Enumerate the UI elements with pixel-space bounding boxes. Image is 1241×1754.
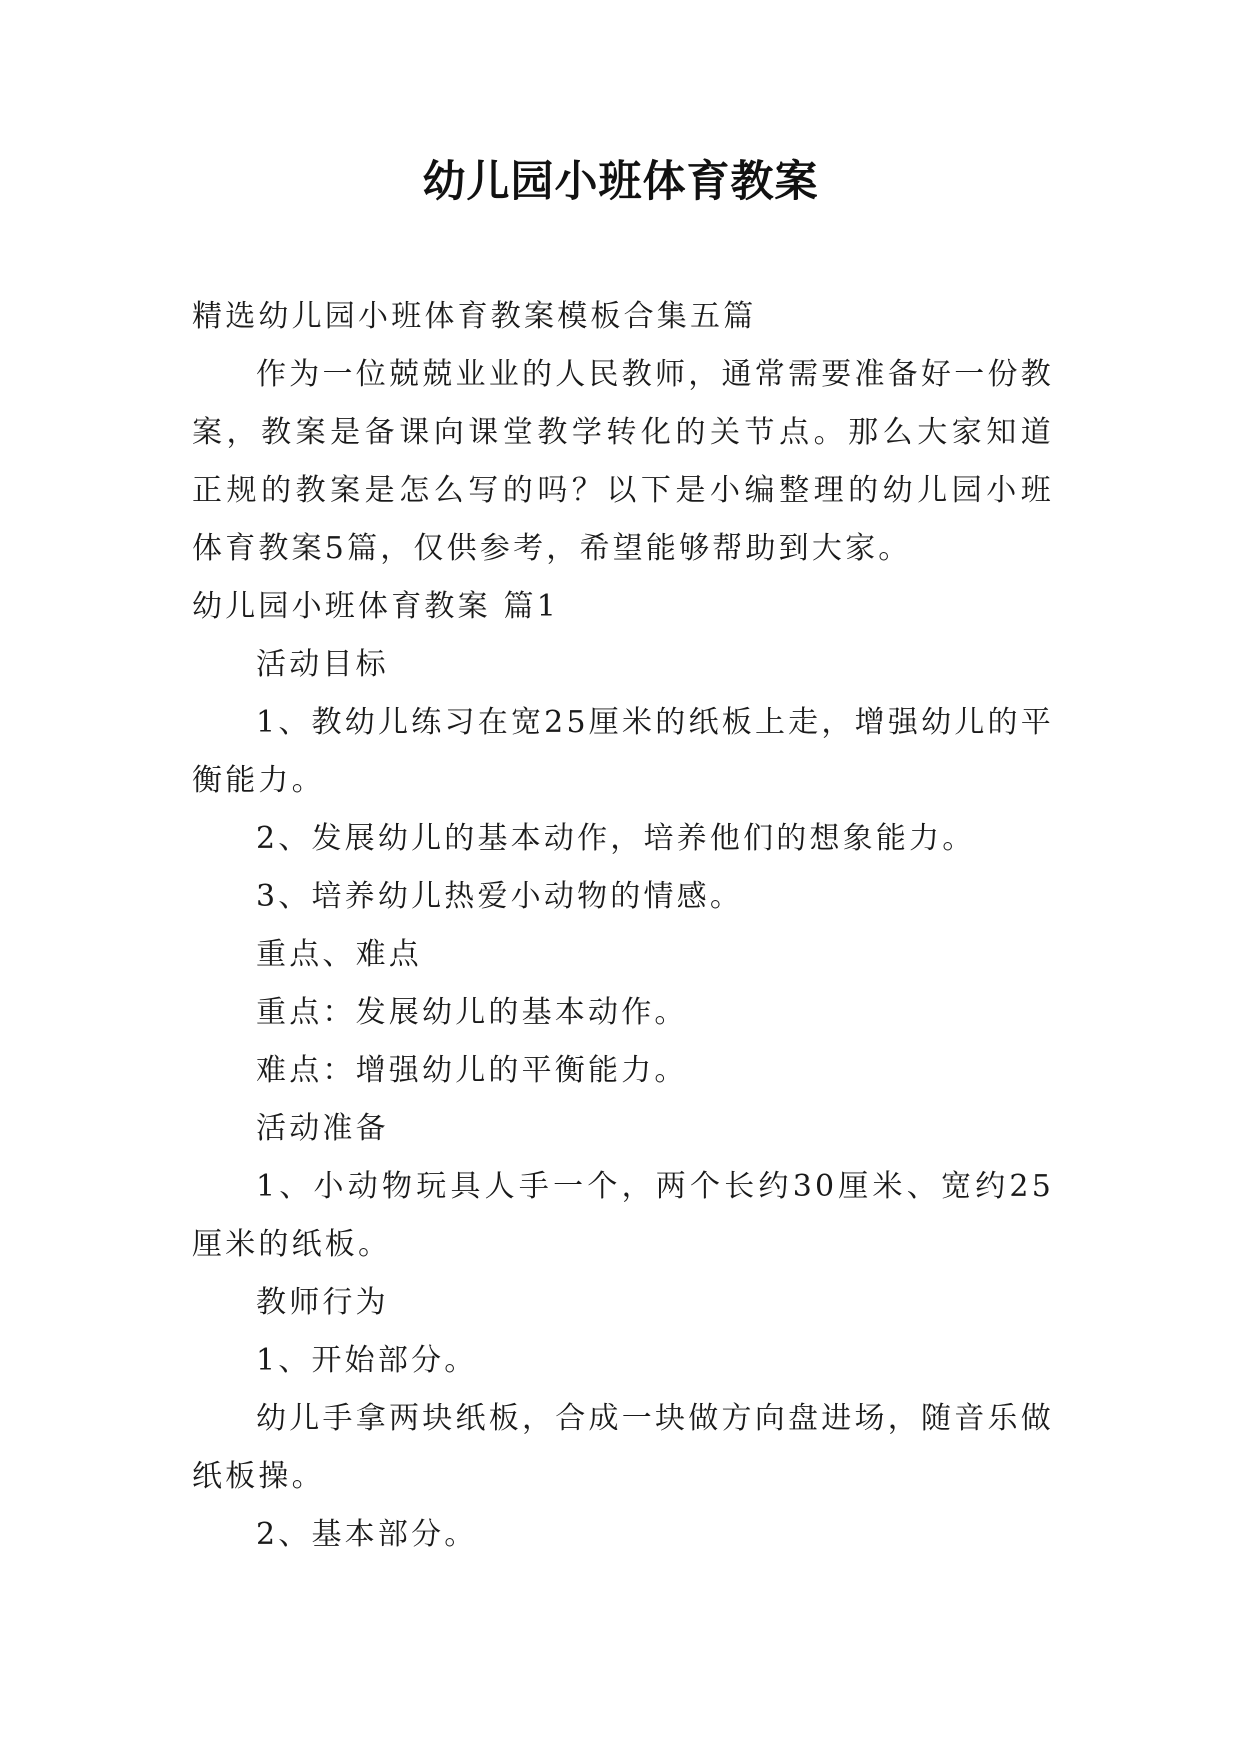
opening-description: 幼儿手拿两块纸板，合成一块做方向盘进场，随音乐做纸板操。	[192, 1401, 1054, 1494]
intro-paragraph: 作为一位兢兢业业的人民教师，通常需要准备好一份教案，教案是备课向课堂教学转化的关节点。那么大家知道正规的教案是怎么写的吗？以下是小编整理的幼儿园小班体育教案5篇，仅供参考，希望能够帮助到大家。	[192, 357, 1054, 566]
subtitle-paragraph: 精选幼儿园小班体育教案模板合集五篇	[192, 299, 757, 334]
heading-activity-preparation: 活动准备	[256, 1111, 389, 1146]
goal-item-2: 2、发展幼儿的基本动作，培养他们的想象能力。	[256, 821, 976, 856]
step-opening-part: 1、开始部分。	[256, 1343, 478, 1378]
section-heading: 幼儿园小班体育教案 篇1	[192, 589, 560, 624]
heading-teacher-behavior: 教师行为	[256, 1285, 389, 1320]
document-title: 幼儿园小班体育教案	[422, 157, 819, 207]
key-point: 重点：发展幼儿的基本动作。	[256, 995, 688, 1030]
document-body	[192, 288, 1054, 1564]
goal-item-3: 3、培养幼儿热爱小动物的情感。	[256, 879, 744, 914]
heading-key-difficult-points: 重点、难点	[256, 937, 422, 972]
preparation-item-1: 1、小动物玩具人手一个，两个长约30厘米、宽约25厘米的纸板。	[192, 1169, 1054, 1262]
step-basic-part: 2、基本部分。	[256, 1517, 478, 1552]
goal-item-1: 1、教幼儿练习在宽25厘米的纸板上走，增强幼儿的平衡能力。	[192, 705, 1054, 798]
heading-activity-goals: 活动目标	[256, 647, 389, 682]
difficult-point: 难点：增强幼儿的平衡能力。	[256, 1053, 688, 1088]
